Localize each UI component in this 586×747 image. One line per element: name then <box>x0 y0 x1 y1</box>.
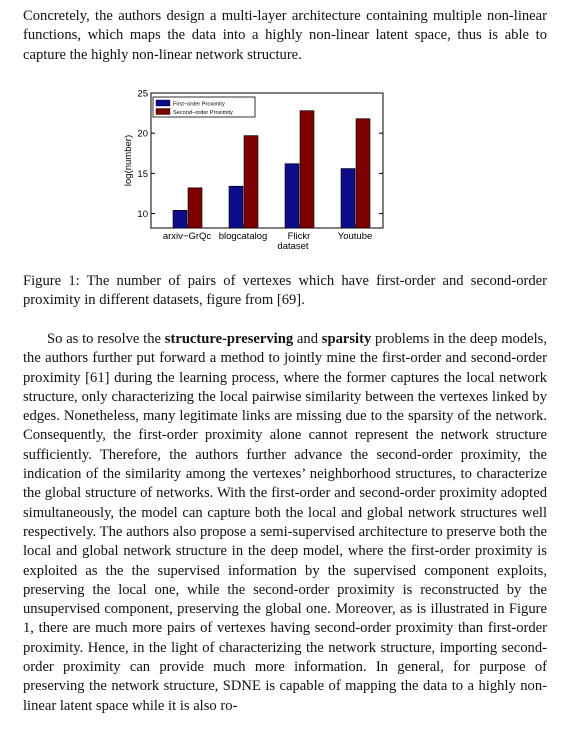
paragraph-main-text-1: So as to resolve the <box>47 331 165 347</box>
paragraph-main-bold-2: sparsity <box>321 331 372 347</box>
bar-second-order <box>356 119 370 228</box>
chart-legend <box>153 97 255 117</box>
bar-chart <box>117 87 397 257</box>
bar-first-order <box>173 210 187 228</box>
paragraph-main-text-3: problems in the deep models, the authors further put forward a method to jointly mine the first-order and second-order proximity [61] during the learning process, where the former captures the local network structure, only characterizing the local pairwise similarity between the vertexes linked by edges. Nonetheless, many legitimate links are missing due to the sparsity of the network. Consequently, the first-order proximity alone cannot represent the network structure sufficiently. Therefore, the authors further advance the second-order proximity, the indication of the similarity among the vertexes’ neighborhood structures, to characterize the global structure of networks. With the first-order and second-order proximity adopted simultaneously, the model can capture both the local and global network structures well respectively. The authors also propose a semi-supervised architecture to preserve both the local and global network structure in the deep model, where the first-order proximity is exploited as the the supervised information by the supervised component exploits, preserving the local one, while the second-order proximity is reconstructed by the unsupervised component, preserving the global one. Moreover, as is illustrated in Figure 1, there are much more pairs of vertexes having second-order proximity than first-order proximity. Hence, in the light of characterizing the network structure, importing second-order proximity can provide much more information. In general, for purpose of preserving the network structure, SDNE is capable of mapping the data to a highly non-linear latent space while it is also ro- <box>23 331 547 714</box>
x-tick-label: Flickr <box>287 231 311 242</box>
paragraph-main-text-2: and <box>293 331 322 347</box>
figure-caption: Figure 1: The number of pairs of vertexes which have first-order and second-order proximity in different datasets, figure from [69]. <box>23 273 547 309</box>
y-tick-label: 15 <box>137 168 148 180</box>
paragraph-main-bold-1: structure-preserving <box>164 331 294 347</box>
legend-label: First−order Proximity <box>173 101 225 108</box>
x-tick-label: blogcatalog <box>218 231 268 242</box>
y-axis-label: log(number) <box>123 134 134 187</box>
x-tick-label: Youtube <box>337 231 373 242</box>
bar-second-order <box>244 136 258 228</box>
chart-bars <box>173 111 370 228</box>
paragraph-intro: Concretely, the authors design a multi-layer architecture containing multiple non-linear functions, which maps the data into a highly non-linear latent space, thus is able to capture the highly non-linear network structure. <box>23 8 547 63</box>
bar-second-order <box>300 111 314 228</box>
bar-first-order <box>285 164 299 228</box>
x-tick-label: arxiv−GrQc <box>162 231 212 242</box>
paragraph-main <box>23 330 547 716</box>
legend-swatch <box>156 109 170 115</box>
figure-1-chart <box>117 87 397 257</box>
bar-first-order <box>229 186 243 228</box>
y-tick-label: 20 <box>137 128 148 140</box>
y-tick-label: 10 <box>137 209 148 221</box>
y-tick-label: 25 <box>137 88 148 100</box>
legend-label: Second−order Proximity <box>173 110 233 116</box>
bar-first-order <box>341 169 355 228</box>
x-axis-label: dataset <box>277 241 309 252</box>
bar-second-order <box>188 188 202 228</box>
legend-swatch <box>156 100 170 106</box>
